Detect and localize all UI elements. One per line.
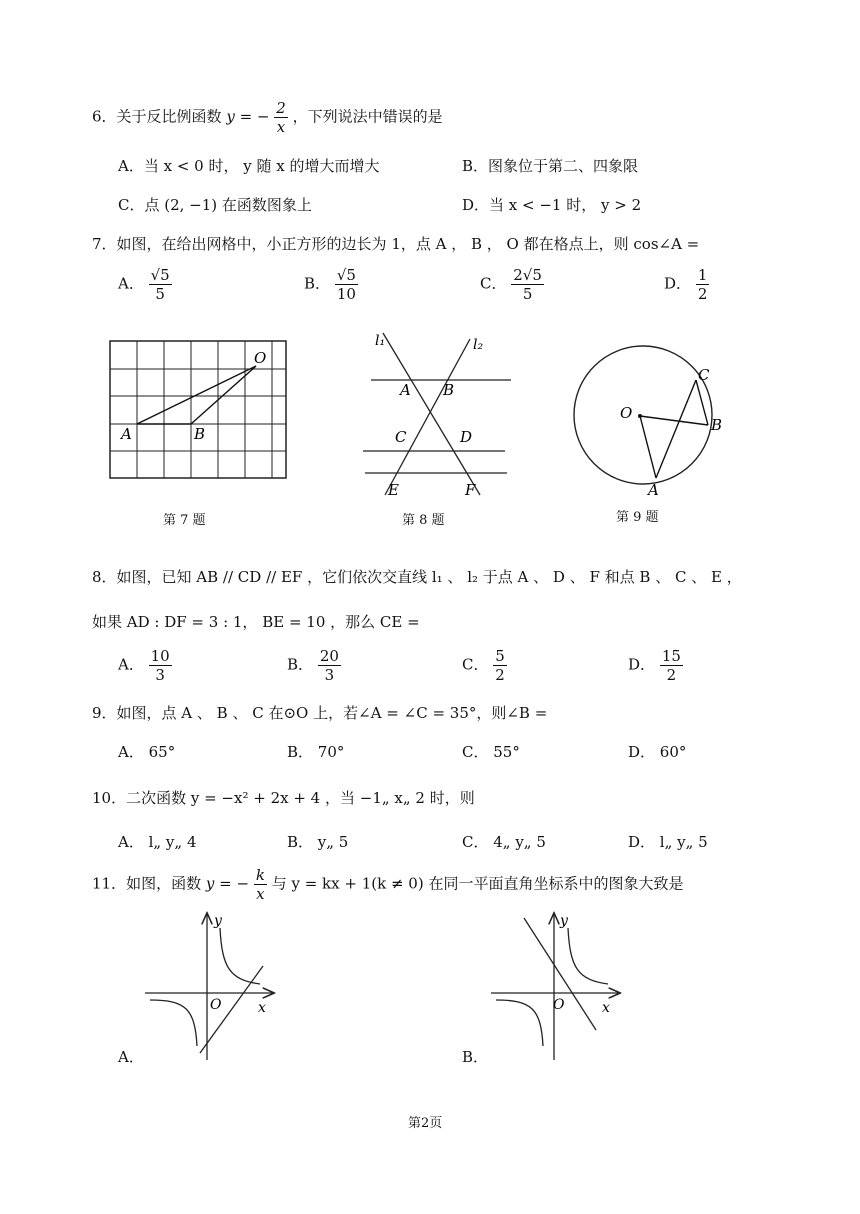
q7-c-frac (511, 266, 544, 303)
q7-a-frac (149, 266, 172, 303)
fig9-label-c: C (698, 366, 710, 384)
fig8-label-f: F (465, 481, 476, 499)
q11-option-a[interactable]: A． (118, 1048, 144, 1066)
q10-option-c[interactable]: C． 4„ y„ 5 (462, 833, 546, 851)
fig7-caption: 第 7 题 (163, 513, 206, 528)
q10-option-b[interactable]: B． y„ 5 (287, 833, 349, 851)
q10-option-a[interactable]: A． l„ y„ 4 (118, 833, 197, 851)
graph-a-label-y: y (214, 913, 222, 929)
q11-fraction (254, 866, 267, 903)
q7-stem: 7．如图，在给出网格中，小正方形的边长为 1，点 A ， B ， O 都在格点上，则 cos∠A = (92, 235, 700, 253)
q8-c-frac (493, 647, 507, 684)
q8-a-frac (149, 647, 172, 684)
q8-d-num: 15 (661, 647, 681, 665)
q7-c-label: C． (480, 274, 507, 293)
q7-b-label: B． (304, 274, 331, 293)
graph-b-label-o: O (553, 997, 565, 1013)
parallel-lines (363, 380, 511, 473)
triangle-aob (137, 366, 256, 424)
q7-c-den: 5 (522, 285, 533, 303)
q8-option-b[interactable] (287, 647, 341, 684)
q8-b-label: B． (287, 655, 314, 674)
fig7-label-a: A (121, 425, 132, 443)
q8-option-c[interactable] (462, 647, 507, 684)
q10-option-d[interactable]: D． l„ y„ 5 (628, 833, 708, 851)
q7-option-d[interactable] (664, 266, 709, 303)
hyperbola-branch-q3 (150, 1000, 197, 1046)
q7-option-b[interactable] (304, 266, 358, 303)
q11-frac-num: k (255, 866, 265, 884)
q8-d-label: D． (628, 655, 656, 674)
q11-option-b[interactable]: B． (462, 1048, 489, 1066)
q9-option-d[interactable]: D． 60° (628, 743, 687, 761)
hyperbola-branch-q1 (220, 928, 260, 984)
q7-a-num: √5 (150, 266, 170, 284)
q6-tail: ，下列说法中错误的是 (292, 107, 443, 126)
q8-d-frac (660, 647, 683, 684)
q6-lead: 6．关于反比例函数 (92, 107, 222, 126)
q11-frac-den: x (256, 885, 265, 903)
fig7-label-o: O (254, 349, 267, 367)
fig8-label-a: A (400, 381, 411, 399)
q11-lead: 11．如图，函数 (92, 874, 202, 893)
center-dot (638, 414, 642, 418)
figure-9-circle (568, 338, 738, 503)
q6-option-b[interactable]: B．图象位于第二、四象限 (462, 157, 639, 175)
hyperbola-branch-q1 (568, 928, 608, 984)
q6-frac-den: x (276, 118, 286, 136)
graph-b-label-x: x (602, 1000, 610, 1016)
q8-option-d[interactable] (628, 647, 683, 684)
q8-b-frac (318, 647, 341, 684)
fig9-caption: 第 9 题 (616, 510, 659, 525)
q8-a-num: 10 (150, 647, 170, 665)
q8-d-den: 2 (666, 666, 677, 684)
q6-func-prefix: y = − (226, 107, 270, 126)
q9-option-c[interactable]: C． 55° (462, 743, 520, 761)
graph-a-label-x: x (258, 1000, 266, 1016)
transversals (383, 333, 480, 495)
figure-8-parallel-lines (355, 325, 520, 500)
q9-option-a[interactable]: A． 65° (118, 743, 176, 761)
q8-c-label: C． (462, 655, 489, 674)
page-number: 第2页 (408, 1116, 443, 1131)
q9-stem: 9．如图，点 A 、 B 、 C 在⊙O 上，若∠A = ∠C = 35°，则∠B = (92, 704, 548, 722)
figure-7-grid (100, 335, 300, 485)
q7-d-num: 1 (697, 266, 708, 284)
q7-option-a[interactable] (118, 266, 172, 303)
q8-c-den: 2 (495, 666, 505, 684)
fig8-label-b: B (443, 381, 455, 399)
fig8-label-l2: l₂ (473, 337, 484, 353)
q11-tail: 与 y = kx + 1(k ≠ 0) 在同一平面直角坐标系中的图象大致是 (271, 874, 684, 893)
q8-stem-line2: 如果 AD : DF = 3 : 1， BE = 10 ，那么 CE = (92, 613, 420, 631)
q8-b-den: 3 (324, 666, 335, 684)
q6-option-d[interactable]: D．当 x < −1 时， y > 2 (462, 196, 642, 214)
q6-stem (92, 99, 443, 136)
fig9-label-b: B (711, 416, 723, 434)
q8-b-num: 20 (319, 647, 339, 665)
fig9-label-a: A (648, 481, 659, 499)
q8-stem-line1: 8．如图，已知 AB // CD // EF ，它们依次交直线 l₁ 、 l₂ 于点 A 、 D 、 F 和点 B 、 C 、 E ， (92, 568, 742, 586)
circle-o (574, 346, 712, 484)
q7-d-den: 2 (697, 285, 708, 303)
fig8-label-d: D (460, 428, 473, 446)
q8-a-den: 3 (155, 666, 165, 684)
chords (640, 380, 708, 478)
q6-option-c[interactable]: C．点 (2, −1) 在函数图象上 (118, 196, 312, 214)
q7-c-num: 2√5 (513, 266, 542, 284)
q11-stem (92, 866, 683, 903)
q7-a-den: 5 (155, 285, 165, 303)
q7-b-den: 10 (336, 285, 356, 303)
fig7-label-b: B (194, 425, 206, 443)
q6-option-a[interactable]: A．当 x < 0 时， y 随 x 的增大而增大 (118, 157, 380, 175)
q8-c-num: 5 (495, 647, 505, 665)
q6-fraction (274, 99, 288, 136)
graph-a-label-o: O (210, 997, 222, 1013)
fig8-label-e: E (388, 481, 399, 499)
hyperbola-branch-q3 (496, 1000, 543, 1046)
q11-graph-a[interactable] (140, 908, 285, 1063)
q10-stem: 10．二次函数 y = −x² + 2x + 4 ，当 −1„ x„ 2 时，则 (92, 789, 475, 807)
q7-b-frac (335, 266, 358, 303)
q11-graph-b[interactable] (486, 908, 631, 1063)
fig8-label-l1: l₁ (375, 333, 386, 349)
q7-a-label: A． (118, 274, 144, 293)
q6-frac-num: 2 (276, 99, 286, 117)
q8-a-label: A． (118, 655, 144, 674)
q8-option-a[interactable] (118, 647, 172, 684)
fig8-caption: 第 8 题 (402, 513, 445, 528)
q9-option-b[interactable]: B． 70° (287, 743, 345, 761)
q11-func-prefix: y = − (205, 874, 250, 893)
q7-option-c[interactable] (480, 266, 544, 303)
q7-b-num: √5 (336, 266, 356, 284)
fig9-label-o: O (620, 404, 633, 422)
q7-d-label: D． (664, 274, 692, 293)
graph-b-label-y: y (560, 913, 568, 929)
q7-d-frac (696, 266, 710, 303)
fig8-label-c: C (395, 428, 407, 446)
